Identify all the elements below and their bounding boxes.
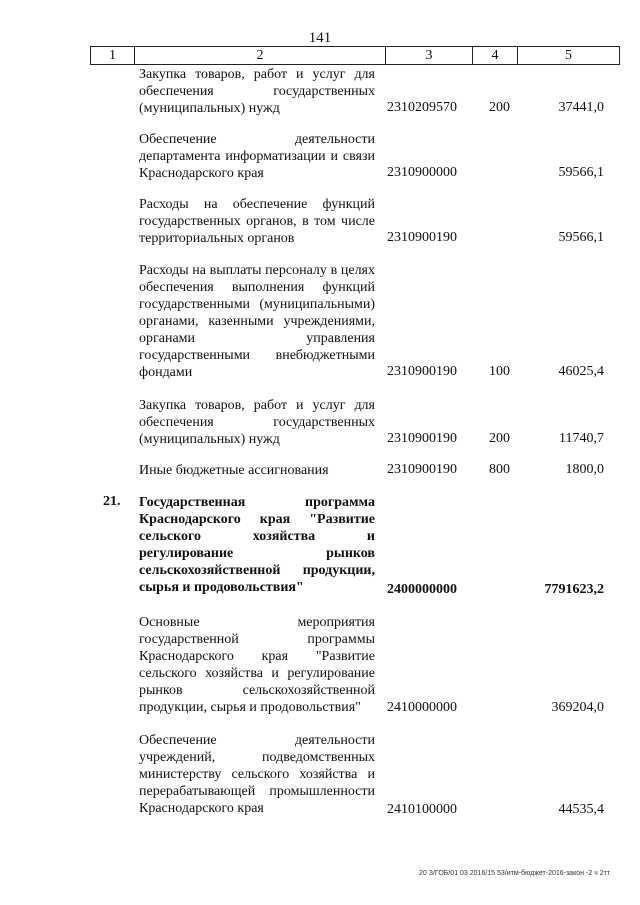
row-code: 2310209570 [387,100,457,115]
row-amount: 59566,1 [558,165,604,180]
header-col-4: 4 [473,47,518,64]
row-amount: 1800,0 [565,462,604,477]
row-code: 2310900190 [387,230,457,245]
header-col-5: 5 [565,48,572,63]
row-description: Обеспечение деятельности учреждений, подведомственных министерству сельского хозяйства и перерабатывающей промышленности Краснодарского края [139,733,375,816]
row-description: Основные мероприятия государственной программы Краснодарского края "Развитие сельского хозяйства и регулирование рынков сельскохозяйственной продукции, сырья и продовольствия" [139,615,375,715]
row-code: 2310900190 [387,462,457,477]
row-expense-type: 200 [489,100,510,115]
row-amount: 369204,0 [551,700,604,715]
row-amount: 11740,7 [559,431,604,446]
row-amount: 37441,0 [558,100,604,115]
row-expense-type: 100 [489,364,510,379]
row-description: Расходы на обеспечение функций государственных органов, в том числе территориальных органов [139,197,375,246]
row-description: Государственная программа Краснодарского края "Развитие сельского хозяйства и регулирование рынков сельскохозяйственной продукции, сырья и продовольствия" [139,495,375,595]
header-col-1: 1 [91,47,135,64]
row-expense-type: 800 [489,462,510,477]
table-header [90,46,620,65]
row-description: Закупка товаров, работ и услуг для обеспечения государственных (муниципальных) нужд [139,398,375,447]
row-code: 2310900190 [387,364,457,379]
row-code: 2310900190 [387,431,457,446]
row-amount: 44535,4 [558,802,604,817]
document-footer: 20 З/ГОБ/01 03 2016/15 53/итм-бюджет-2016-закон -2 ч 2тт [419,870,610,877]
row-amount: 59566,1 [558,230,604,245]
row-code: 2410000000 [387,700,457,715]
row-number: 21. [103,494,121,509]
page-number: 141 [308,30,332,46]
row-description: Закупка товаров, работ и услуг для обеспечения государственных (муниципальных) нужд [139,67,375,116]
row-description: Расходы на выплаты персоналу в целях обеспечения выполнения функций государственными (муниципальными) органами, казенными учреждениями, органами управления государственными внебюджетными фондами [139,263,375,380]
row-expense-type: 200 [489,431,510,446]
row-code: 2400000000 [387,582,457,597]
header-col-2: 2 [135,47,386,64]
row-amount: 46025,4 [558,364,604,379]
header-col-3: 3 [386,47,473,64]
row-description: Иные бюджетные ассигнования [139,463,329,478]
row-code: 2310900000 [387,165,457,180]
row-description: Обеспечение деятельности департамента информатизации и связи Краснодарского края [139,132,375,181]
row-code: 2410100000 [387,802,457,817]
row-amount: 7791623,2 [544,582,604,597]
